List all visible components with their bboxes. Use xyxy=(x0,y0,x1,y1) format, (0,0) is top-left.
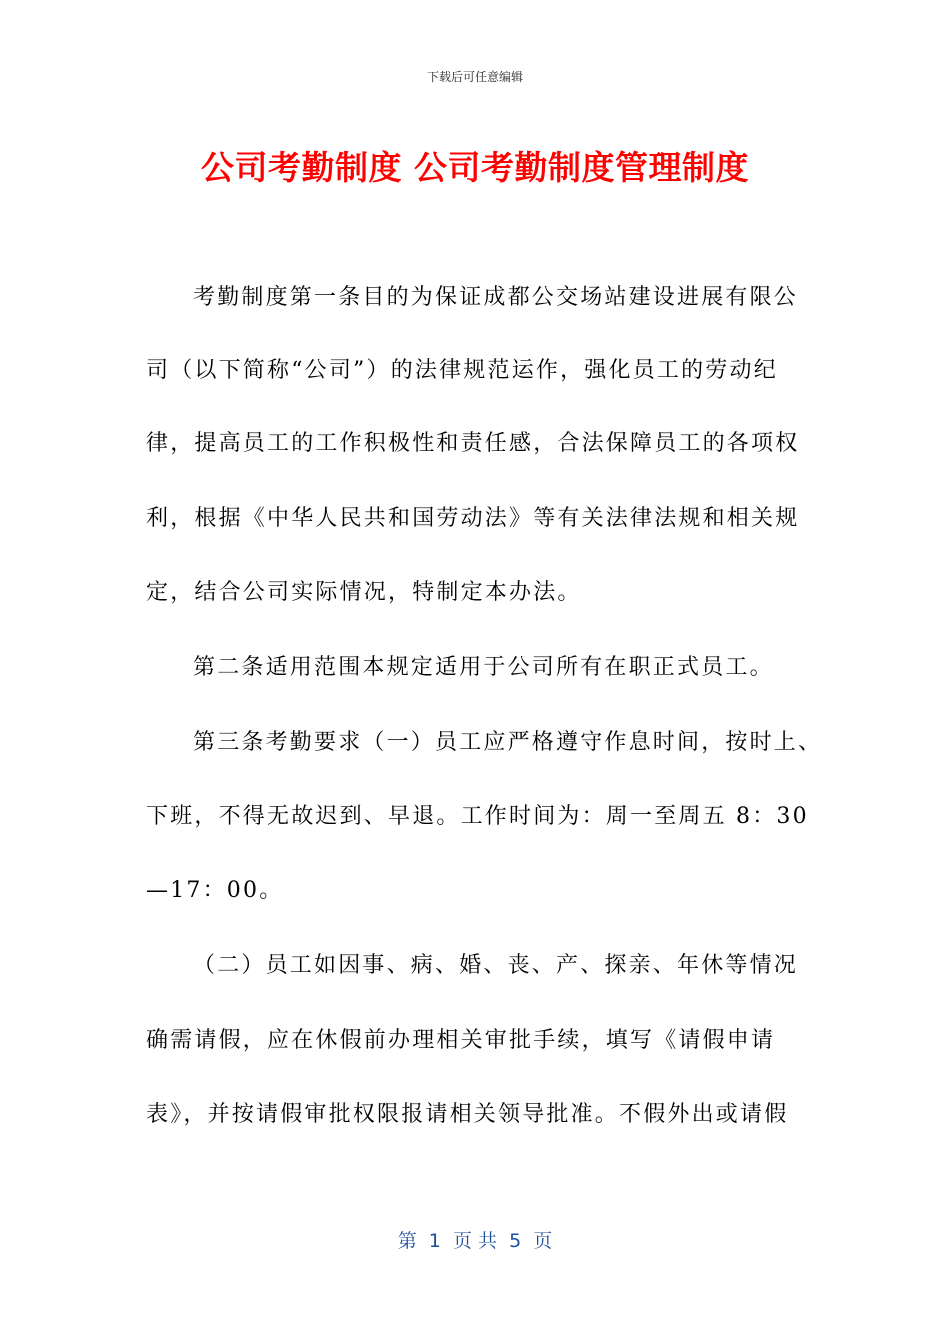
paragraph-line: 确需请假，应在休假前办理相关审批手续，填写《请假申请 xyxy=(146,1028,776,1053)
paragraph-line: 下班，不得无故迟到、早退。工作时间为：周一至周五 8：30 xyxy=(146,804,809,829)
paragraph-line: 司（以下简称“公司”）的法律规范运作，强化员工的劳动纪 xyxy=(146,358,778,383)
paragraph-line: 第二条适用范围本规定适用于公司所有在职正式员工。 xyxy=(193,655,774,680)
paragraph-line: 定，结合公司实际情况，特制定本办法。 xyxy=(146,580,582,605)
paragraph-line: 利，根据《中华人民共和国劳动法》等有关法律法规和相关规 xyxy=(146,506,800,531)
paragraph-line: 考勤制度第一条目的为保证成都公交场站建设进展有限公 xyxy=(193,285,799,310)
paragraph-line: —17：00。 xyxy=(146,878,284,903)
paragraph-line: 表》，并按请假审批权限报请相关领导批准。不假外出或请假 xyxy=(146,1102,789,1127)
document-title: 公司考勤制度 公司考勤制度管理制度 xyxy=(201,148,749,187)
paragraph-line: （二）员工如因事、病、婚、丧、产、探亲、年休等情况 xyxy=(193,953,799,978)
header-note: 下载后可任意编辑 xyxy=(426,70,523,84)
paragraph-line: 律，提高员工的工作积极性和责任感，合法保障员工的各项权 xyxy=(146,431,800,456)
paragraph-line: 第三条考勤要求（一）员工应严格遵守作息时间，按时上、 xyxy=(193,730,823,755)
page-number-footer: 第 1 页 共 5 页 xyxy=(397,1230,553,1252)
